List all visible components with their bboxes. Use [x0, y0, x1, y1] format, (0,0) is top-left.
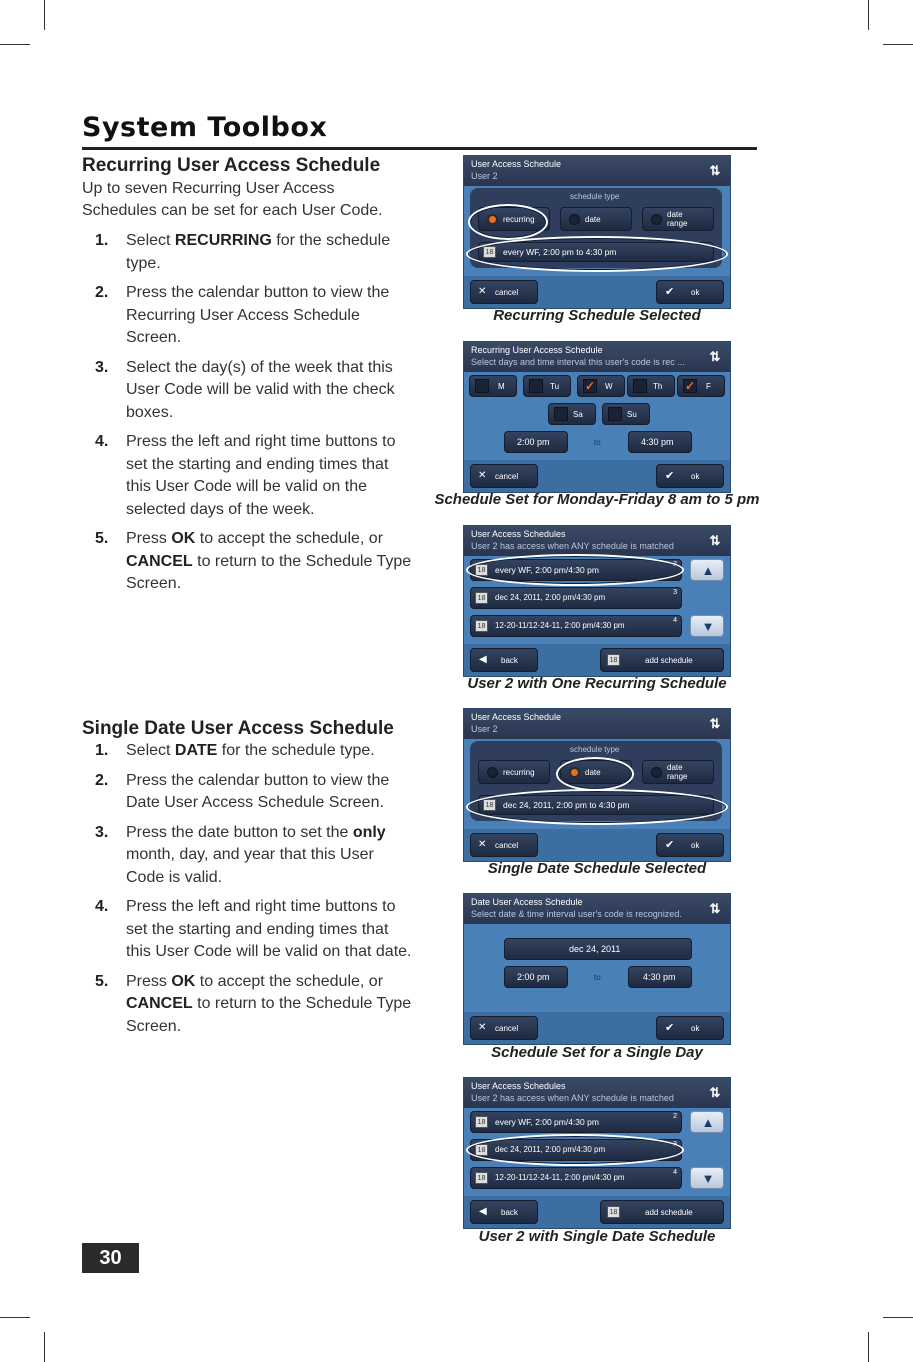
step-number: 1. — [95, 232, 109, 249]
date-label: dec 24, 2011 — [569, 944, 621, 954]
calendar-icon: 18 — [483, 799, 496, 811]
step-text: CANCEL — [126, 995, 193, 1012]
day-thursday[interactable] — [627, 375, 675, 397]
screen-recurring-days — [463, 341, 731, 493]
screen-schedule-list-two — [463, 1077, 731, 1229]
calendar-icon: 18 — [475, 1116, 488, 1128]
step-text: OK — [171, 972, 196, 990]
back-arrow-icon: ◀ — [479, 1206, 487, 1217]
figure-caption: User 2 with Single Date Schedule — [478, 1228, 716, 1245]
day-label: Sa — [573, 410, 583, 419]
network-arrows-icon: ⇅ — [709, 163, 721, 178]
calendar-icon: 18 — [475, 564, 488, 576]
button-label: add schedule — [645, 656, 693, 665]
day-monday[interactable] — [469, 375, 517, 397]
calendar-icon: 18 — [483, 246, 496, 258]
option-label: date — [585, 215, 601, 224]
add-schedule-button[interactable] — [600, 1200, 724, 1224]
step-item — [95, 740, 415, 763]
screen-date-schedule — [463, 893, 731, 1045]
screen-title: User Access Schedules — [471, 529, 566, 539]
checkbox-icon — [608, 407, 622, 421]
highlight-oval — [466, 554, 684, 586]
scroll-down-button[interactable] — [690, 615, 724, 637]
add-schedule-button[interactable] — [600, 648, 724, 672]
step-text: Press — [126, 530, 172, 547]
step-text: Press the calendar button to view the Date User Access Schedule Screen. — [126, 771, 390, 811]
page-number: 30 — [82, 1243, 139, 1273]
step-number: 2. — [95, 771, 109, 789]
to-label: to — [594, 438, 601, 447]
step-item — [95, 528, 415, 596]
day-label: Th — [653, 382, 663, 391]
date-range-option[interactable] — [642, 207, 714, 231]
screen-subtitle: User 2 has access when ANY schedule is matched — [471, 1093, 674, 1103]
recurring-option[interactable] — [478, 760, 550, 784]
option-label: date — [585, 768, 601, 777]
ok-button[interactable] — [656, 280, 724, 304]
button-label: add schedule — [645, 1208, 693, 1217]
schedule-row[interactable] — [470, 1111, 682, 1133]
bottom-bar — [464, 644, 730, 676]
row-label: every WF, 2:00 pm/4:30 pm — [495, 1117, 599, 1127]
row-label: 12-20-11/12-24-11, 2:00 pm/4:30 pm — [495, 621, 625, 630]
step-text: Press the date button to set the — [126, 823, 353, 841]
recurring-section-title: Recurring User Access Schedule — [82, 155, 381, 176]
cancel-button[interactable] — [470, 833, 538, 857]
row-label: dec 24, 2011, 2:00 pm/4:30 pm — [495, 593, 606, 602]
step-text: CANCEL — [126, 552, 193, 570]
time-label: 4:30 pm — [643, 972, 676, 982]
step-number: 2. — [95, 284, 109, 301]
checkbox-checked-icon: ✓ — [684, 379, 696, 393]
button-label: ok — [691, 288, 700, 297]
close-icon: ✕ — [478, 470, 487, 481]
screen-header — [464, 1078, 730, 1108]
figure-caption: Recurring Schedule Selected — [493, 307, 701, 324]
radio-icon — [651, 767, 662, 778]
row-label: dec 24, 2011, 2:00 pm/4:30 pm — [495, 1145, 606, 1154]
checkbox-icon — [529, 379, 543, 393]
crop-mark — [883, 44, 913, 45]
day-label: W — [605, 382, 613, 391]
panel-label: schedule type — [570, 745, 620, 754]
scroll-up-button[interactable] — [690, 1111, 724, 1133]
cancel-button[interactable] — [470, 1016, 538, 1040]
day-friday[interactable] — [677, 375, 725, 397]
option-label: recurring — [503, 215, 535, 224]
highlight-oval — [466, 1134, 684, 1166]
highlight-oval — [466, 236, 728, 272]
scroll-up-button[interactable] — [690, 559, 724, 581]
network-arrows-icon: ⇅ — [709, 1085, 721, 1100]
row-number: 4 — [673, 1169, 677, 1176]
step-text: Press — [126, 972, 172, 990]
back-button[interactable] — [470, 1200, 538, 1224]
recurring-steps — [95, 230, 415, 603]
step-text: for the schedule type. — [126, 232, 391, 272]
arrow-down-icon: ▼ — [701, 619, 715, 634]
arrow-up-icon: ▲ — [701, 563, 715, 578]
screen-header — [464, 342, 730, 372]
button-label: cancel — [495, 841, 519, 850]
network-arrows-icon: ⇅ — [709, 901, 721, 916]
end-time-button[interactable] — [628, 431, 692, 453]
step-number: 5. — [95, 972, 109, 990]
step-text: to accept the schedule, or — [195, 530, 384, 547]
time-label: 2:00 pm — [517, 437, 550, 447]
step-text: to return to the Schedule Type Screen. — [126, 995, 412, 1035]
time-label: 4:30 pm — [641, 437, 674, 447]
figure-caption: Single Date Schedule Selected — [487, 860, 707, 877]
option-label: recurring — [503, 768, 535, 777]
step-text: to return to the Schedule Type Screen. — [126, 552, 412, 592]
step-number: 3. — [95, 823, 109, 841]
row-number: 4 — [673, 617, 677, 624]
start-time-button[interactable] — [504, 431, 568, 453]
panel-label: schedule type — [570, 192, 620, 201]
crop-mark — [44, 1332, 45, 1362]
close-icon: ✕ — [478, 286, 487, 297]
ok-button[interactable] — [656, 464, 724, 488]
checkbox-icon — [554, 407, 568, 421]
date-option[interactable] — [560, 207, 632, 231]
screen-subtitle: User 2 — [471, 171, 498, 181]
day-label: M — [498, 382, 505, 391]
ok-button[interactable] — [656, 1016, 724, 1040]
back-arrow-icon: ◀ — [479, 654, 487, 665]
step-number: 5. — [95, 530, 109, 547]
step-item — [95, 431, 415, 521]
schedule-row[interactable] — [470, 1167, 682, 1189]
check-icon: ✔ — [665, 470, 675, 482]
arrow-down-icon: ▼ — [701, 1171, 715, 1186]
to-label: to — [594, 973, 601, 982]
highlight-oval — [468, 204, 548, 240]
step-number: 4. — [95, 898, 109, 915]
step-text: to accept the schedule, or — [195, 972, 384, 990]
highlight-oval — [556, 757, 634, 791]
step-text: Select the day(s) of the week that this User Code will be valid with the check boxes. — [126, 358, 395, 421]
step-text: Select — [126, 742, 175, 759]
step-number: 3. — [95, 358, 109, 376]
step-text: month, day, and year that this User Code is valid. — [126, 846, 374, 886]
page-header-title: System Toolbox — [82, 112, 328, 143]
recurring-intro: Up to seven Recurring User Access Schedules can be set for each User Code. — [82, 180, 383, 219]
step-number: 4. — [95, 433, 109, 450]
button-label: cancel — [495, 288, 519, 297]
button-label: cancel — [495, 1024, 519, 1033]
day-wednesday[interactable] — [577, 375, 625, 397]
bottom-bar — [464, 829, 730, 861]
close-icon: ✕ — [478, 839, 487, 850]
radio-icon — [651, 214, 662, 225]
cancel-button[interactable] — [470, 464, 538, 488]
checkbox-icon — [475, 379, 489, 393]
button-label: ok — [691, 841, 700, 850]
step-text: RECURRING — [174, 232, 272, 249]
bottom-bar — [464, 276, 730, 308]
date-button[interactable] — [504, 938, 692, 960]
option-label: date range — [667, 763, 688, 781]
screen-title: User Access Schedule — [471, 712, 562, 722]
day-label: Tu — [550, 382, 560, 391]
check-icon: ✔ — [665, 286, 675, 298]
row-label: 12-20-11/12-24-11, 2:00 pm/4:30 pm — [495, 1173, 625, 1182]
row-number: 3 — [673, 1141, 677, 1148]
step-number: 1. — [95, 742, 109, 759]
screen-subtitle: User 2 has access when ANY schedule is matched — [471, 541, 674, 551]
figure-caption: Schedule Set for Monday-Friday 8 am to 5 pm — [434, 491, 760, 508]
calendar-icon: 18 — [475, 1144, 488, 1156]
screen-type-recurring — [463, 155, 731, 309]
calendar-icon: 18 — [475, 592, 488, 604]
row-number: 3 — [673, 589, 677, 596]
calendar-icon: 18 — [475, 620, 488, 632]
day-label: Su — [627, 410, 637, 419]
crop-mark — [0, 1317, 30, 1318]
step-item — [95, 971, 415, 1039]
network-arrows-icon: ⇅ — [709, 349, 721, 364]
crop-mark — [868, 1332, 869, 1362]
row-number: 2 — [673, 1113, 677, 1120]
screen-header — [464, 156, 730, 186]
day-sunday[interactable] — [602, 403, 650, 425]
day-tuesday[interactable] — [523, 375, 571, 397]
option-label: date range — [667, 210, 688, 228]
button-label: cancel — [495, 472, 519, 481]
screen-type-date — [463, 708, 731, 862]
single-section-title: Single Date User Access Schedule — [82, 718, 394, 739]
crop-mark — [44, 0, 45, 30]
radio-icon — [487, 767, 498, 778]
arrow-up-icon: ▲ — [701, 1115, 715, 1130]
day-saturday[interactable] — [548, 403, 596, 425]
highlight-oval — [466, 789, 728, 825]
step-item — [95, 896, 415, 964]
step-text: Select — [126, 232, 175, 249]
date-range-option[interactable] — [642, 760, 714, 784]
calendar-icon: 18 — [607, 1206, 620, 1218]
calendar-icon: 18 — [475, 1172, 488, 1184]
step-item — [95, 357, 415, 425]
check-icon: ✔ — [665, 1022, 675, 1034]
network-arrows-icon: ⇅ — [709, 533, 721, 548]
button-label: ok — [691, 1024, 700, 1033]
row-label: every WF, 2:00 pm to 4:30 pm — [503, 247, 617, 257]
screen-title: Recurring User Access Schedule — [471, 345, 603, 355]
back-button[interactable] — [470, 648, 538, 672]
screen-subtitle: User 2 — [471, 724, 498, 734]
step-text: Press the calendar button to view the Recurring User Access Schedule Screen. — [126, 284, 390, 346]
step-text: for the schedule type. — [217, 742, 375, 759]
button-label: back — [501, 656, 518, 665]
step-text: OK — [171, 530, 196, 547]
network-arrows-icon: ⇅ — [709, 716, 721, 731]
bottom-bar — [464, 1196, 730, 1228]
radio-icon — [569, 214, 580, 225]
calendar-icon: 18 — [607, 654, 620, 666]
figure-caption: Schedule Set for a Single Day — [491, 1044, 703, 1061]
row-label: every WF, 2:00 pm/4:30 pm — [495, 565, 599, 575]
single-steps — [95, 740, 415, 1045]
row-label: dec 24, 2011, 2:00 pm to 4:30 pm — [503, 800, 630, 810]
bottom-bar — [464, 1012, 730, 1044]
screen-schedule-list-one — [463, 525, 731, 677]
screen-header — [464, 526, 730, 556]
time-label: 2:00 pm — [517, 972, 550, 982]
schedule-row[interactable] — [470, 615, 682, 637]
button-label: back — [501, 1208, 518, 1217]
screen-header — [464, 709, 730, 739]
figure-caption: User 2 with One Recurring Schedule — [467, 675, 727, 692]
start-time-button[interactable] — [504, 966, 568, 988]
end-time-button[interactable] — [628, 966, 692, 988]
checkbox-checked-icon: ✓ — [584, 379, 596, 393]
ok-button[interactable] — [656, 833, 724, 857]
step-text: Press the left and right time buttons to set the starting and ending times that this User Code will be valid on that date. — [126, 898, 412, 960]
screen-subtitle: Select days and time interval this user's code is rec ... — [471, 357, 685, 367]
bottom-bar — [464, 460, 730, 492]
row-number: 2 — [673, 561, 677, 568]
check-icon: ✔ — [665, 839, 675, 851]
close-icon: ✕ — [478, 1022, 487, 1033]
screen-title: User Access Schedules — [471, 1081, 566, 1091]
button-label: ok — [691, 472, 700, 481]
screen-title: User Access Schedule — [471, 159, 562, 169]
screen-header — [464, 894, 730, 924]
crop-mark — [883, 1317, 913, 1318]
crop-mark — [0, 44, 30, 45]
step-item — [95, 822, 415, 890]
cancel-button[interactable] — [470, 280, 538, 304]
step-item — [95, 282, 415, 350]
step-item — [95, 770, 415, 815]
step-item — [95, 230, 415, 275]
checkbox-icon — [633, 379, 647, 393]
step-text: DATE — [174, 742, 218, 759]
screen-title: Date User Access Schedule — [471, 897, 583, 907]
crop-mark — [868, 0, 869, 30]
scroll-down-button[interactable] — [690, 1167, 724, 1189]
screen-subtitle: Select date & time interval user's code is recognized. — [471, 909, 682, 919]
header-rule — [82, 147, 757, 150]
schedule-row[interactable] — [470, 587, 682, 609]
day-label: F — [706, 382, 711, 391]
step-text: only — [352, 823, 386, 841]
step-text: Press the left and right time buttons to set the starting and ending times that this User Code will be valid on the selected days of the week. — [126, 433, 396, 518]
